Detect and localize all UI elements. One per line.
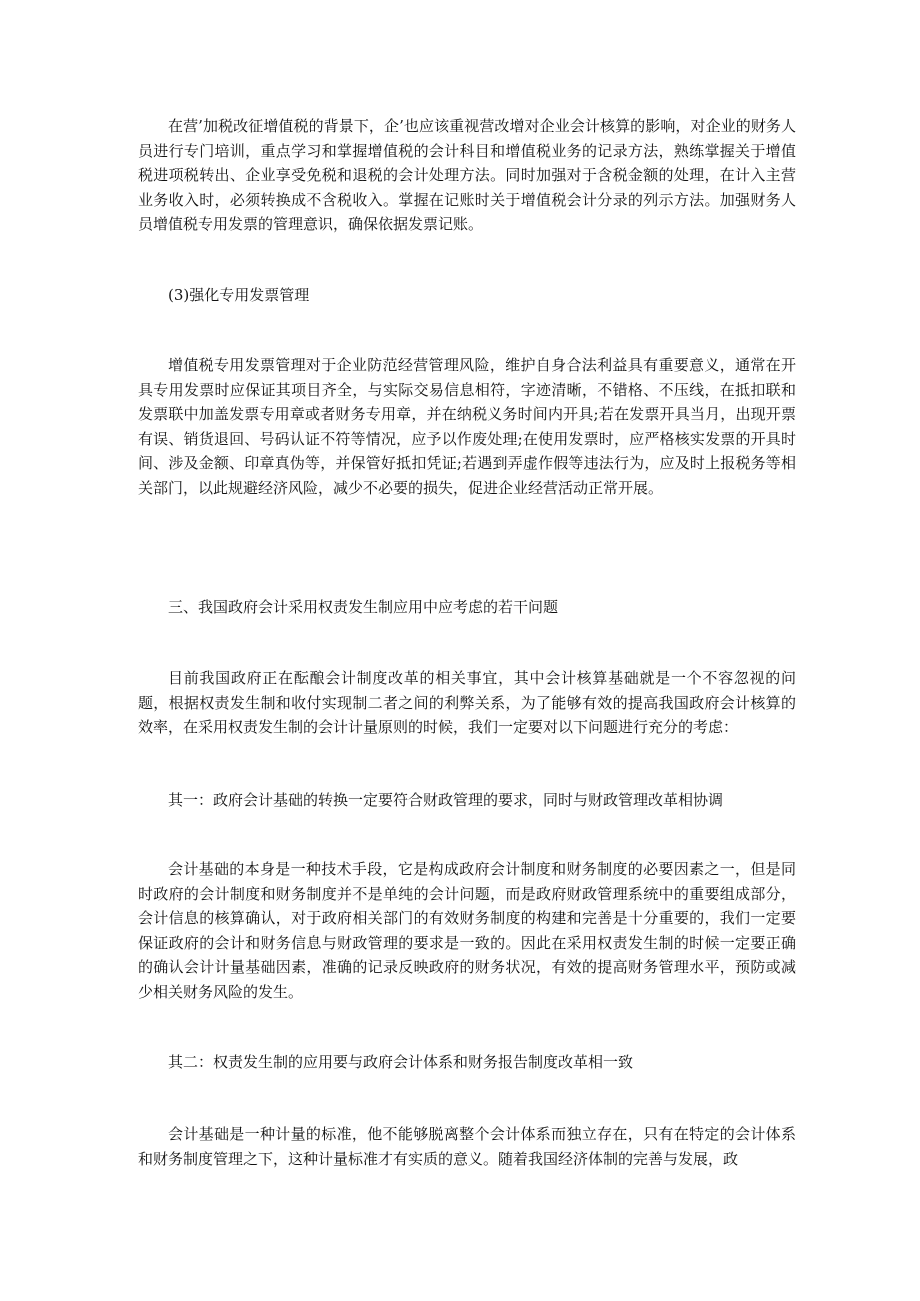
body-paragraph: 增值税专用发票管理对于企业防范经营管理风险，维护自身合法利益具有重要意义，通常在开具专用发票时应保证其项目齐全，与实际交易信息相符，字迹清晰，不错格、不压线，在抵扣联和发票联中加盖发票专用章或者财务专用章，并在纳税义务时间内开具;若在发票开具当月，出现开票有误、销货退回、号码认证不符等情况，应予以作废处理;在使用发票时，应严格核实发票的开具时间、涉及金额、印章真伪等，并保管好抵扣凭证;若遇到弄虚作假等违法行为，应及时上报税务等相关部门，以此规避经济风险，减少不必要的损失，促进企业经营活动正常开展。 (138, 356, 796, 497)
point-heading: 其一：政府会计基础的转换一定要符合财政管理的要求，同时与财政管理改革相协调 (168, 791, 724, 809)
subsection-heading: (3)强化专用发票管理 (168, 286, 310, 304)
body-paragraph: 目前我国政府正在酝酿会计制度改革的相关事宜，其中会计核算基础就是一个不容忽视的问题，根据权责发生制和收付实现制二者之间的利弊关系，为了能够有效的提高我国政府会计核算的效率，在采用权责发生制的会计计量原则的时候，我们一定要对以下问题进行充分的考虑： (138, 669, 796, 737)
body-paragraph: 在营’加税改征增值税的背景下，企’也应该重视营改增对企业会计核算的影响，对企业的财务人员进行专门培训，重点学习和掌握增值税的会计科目和增值税业务的记录方法，熟练掌握关于增值税进项税转出、企业享受免税和退税的会计处理方法。同时加强对于含税金额的处理，在计入主营业务收入时，必须转换成不含税收入。掌握在记账时关于增值税会计分录的列示方法。加强财务人员增值税专用发票的管理意识，确保依据发票记账。 (138, 117, 796, 234)
body-paragraph: 会计基础是一种计量的标准，他不能够脱离整个会计体系而独立存在，只有在特定的会计体系和财务制度管理之下，这种计量标准才有实质的意义。随着我国经济体制的完善与发展，政 (138, 1125, 796, 1168)
point-heading: 其二：权责发生制的应用要与政府会计体系和财务报告制度改革相一致 (168, 1053, 634, 1071)
section-heading: 三、我国政府会计采用权责发生制应用中应考虑的若干问题 (168, 598, 559, 616)
body-paragraph: 会计基础的本身是一种技术手段，它是构成政府会计制度和财务制度的必要因素之一，但是同时政府的会计制度和财务制度并不是单纯的会计问题，而是政府财政管理系统中的重要组成部分，会计信息的核算确认，对于政府相关部门的有效财务制度的构建和完善是十分重要的，我们一定要保证政府的会计和财务信息与财政管理的要求是一致的。因此在采用权责发生制的时候一定要正确的确认会计计量基础因素，准确的记录反映政府的财务状况，有效的提高财务管理水平，预防或减少相关财务风险的发生。 (138, 860, 796, 1001)
